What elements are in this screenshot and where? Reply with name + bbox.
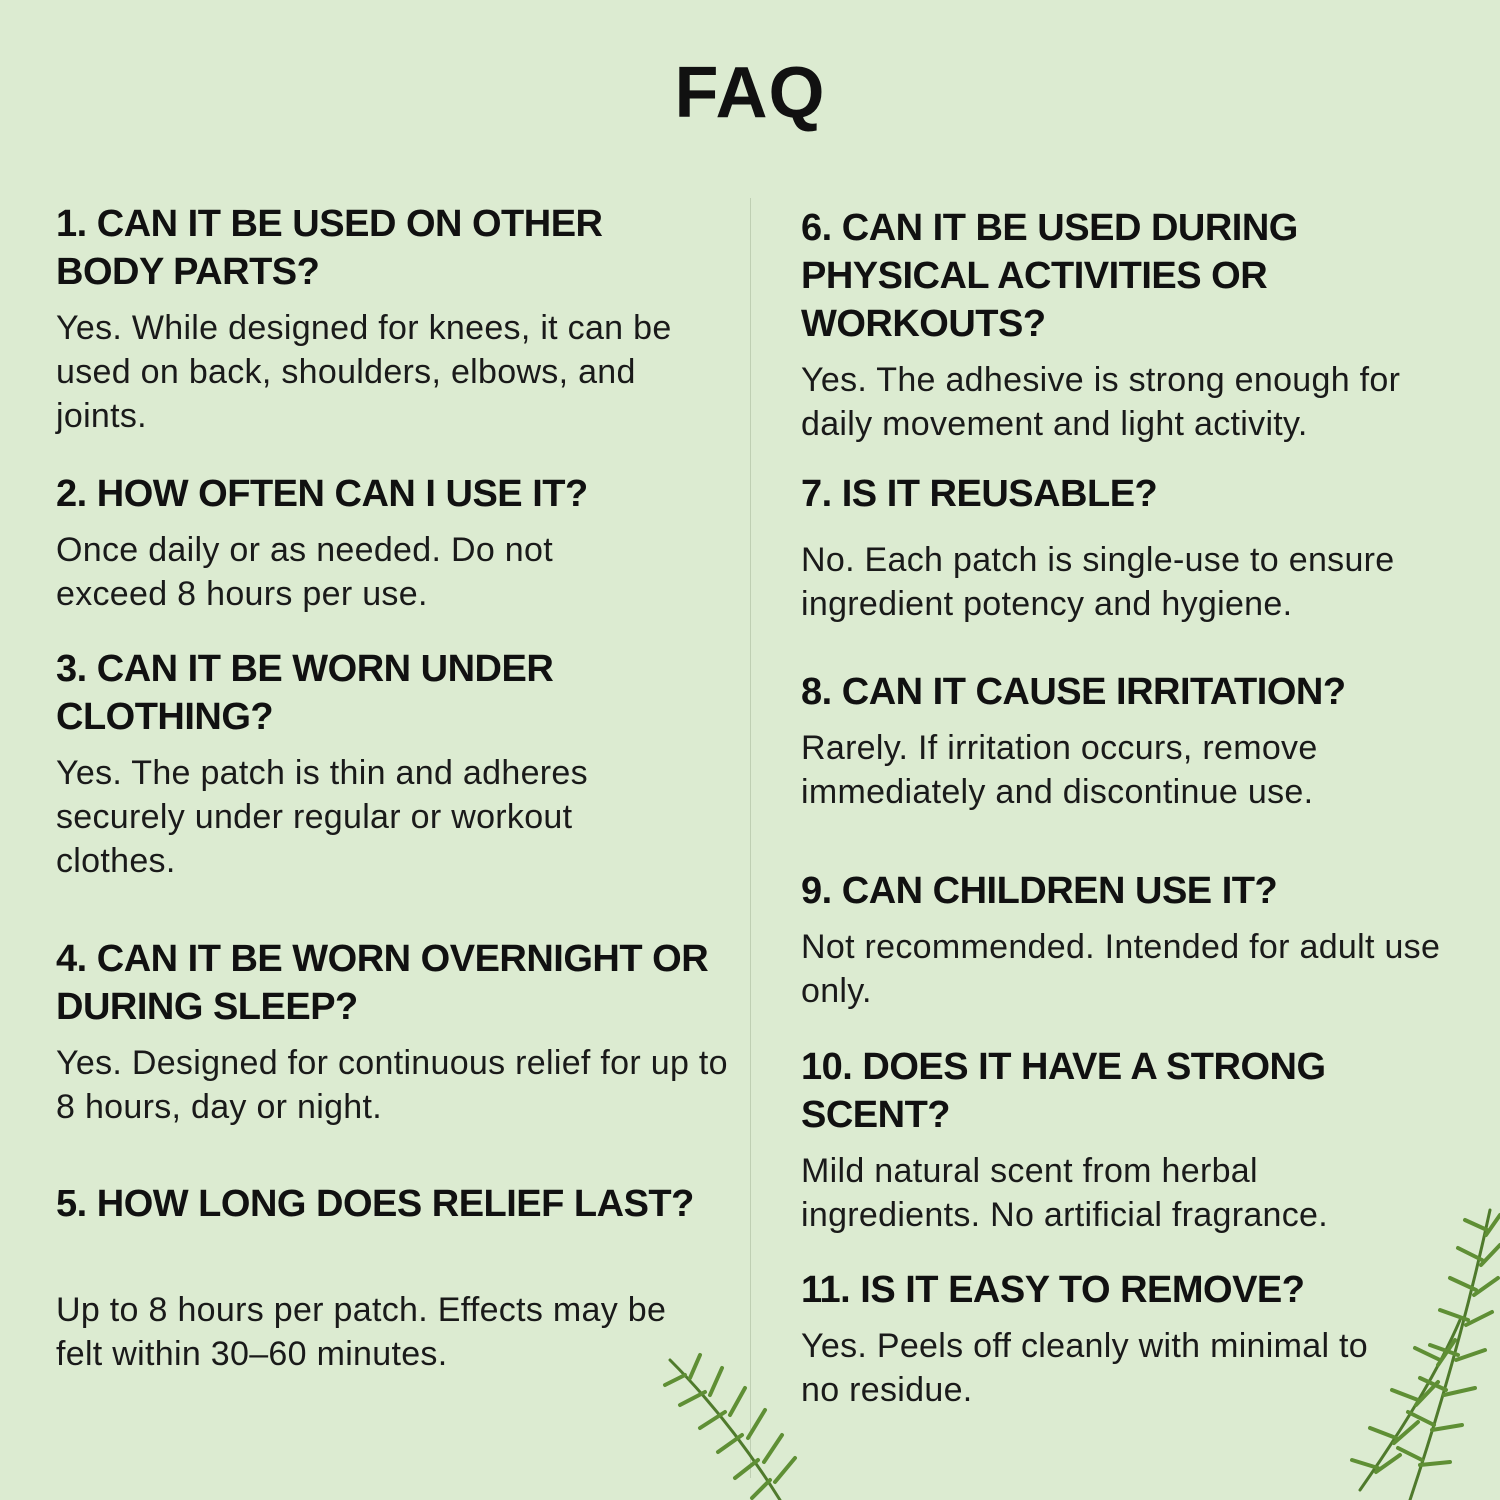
faq-question: 6. CAN IT BE USED DURING PHYSICAL ACTIVITIES OR WORKOUTS?	[801, 207, 1298, 345]
faq-answer: Up to 8 hours per patch. Effects may be felt within 30–60 minutes.	[56, 1291, 667, 1373]
faq-question: 7. IS IT REUSABLE?	[801, 473, 1158, 515]
faq-item-6	[801, 204, 1481, 446]
faq-question: 4. CAN IT BE WORN OVERNIGHT OR DURING SLEEP?	[56, 938, 709, 1028]
faq-question: 3. CAN IT BE WORN UNDER CLOTHING?	[56, 648, 554, 738]
faq-question: 2. HOW OFTEN CAN I USE IT?	[56, 473, 588, 515]
faq-question: 8. CAN IT CAUSE IRRITATION?	[801, 671, 1346, 713]
faq-item-2	[56, 470, 736, 616]
faq-question: 5. HOW LONG DOES RELIEF LAST?	[56, 1183, 694, 1225]
faq-question: 11. IS IT EASY TO REMOVE?	[801, 1269, 1305, 1311]
faq-question: 1. CAN IT BE USED ON OTHER BODY PARTS?	[56, 203, 603, 293]
faq-question: 10. DOES IT HAVE A STRONG SCENT?	[801, 1046, 1326, 1136]
faq-item-9	[801, 867, 1481, 1013]
faq-item-8	[801, 668, 1481, 814]
faq-item-3	[56, 645, 736, 883]
faq-answer: Yes. The adhesive is strong enough for daily movement and light activity.	[801, 361, 1401, 443]
faq-answer: Yes. Designed for continuous relief for up to 8 hours, day or night.	[56, 1044, 728, 1126]
faq-answer: Yes. Peels off cleanly with minimal to no residue.	[801, 1327, 1369, 1409]
faq-item-5	[56, 1180, 736, 1376]
faq-answer: Yes. While designed for knees, it can be used on back, shoulders, elbows, and joints.	[56, 309, 672, 435]
faq-item-10	[801, 1043, 1481, 1237]
faq-answer: Not recommended. Intended for adult use only.	[801, 928, 1441, 1010]
faq-answer: No. Each patch is single-use to ensure ingredient potency and hygiene.	[801, 541, 1395, 623]
faq-item-1	[56, 200, 736, 438]
faq-item-11	[801, 1266, 1481, 1412]
faq-item-7	[801, 470, 1481, 626]
column-divider	[750, 198, 751, 1478]
faq-item-4	[56, 935, 736, 1129]
faq-answer: Mild natural scent from herbal ingredients. No artificial fragrance.	[801, 1152, 1329, 1234]
faq-answer: Rarely. If irritation occurs, remove immediately and discontinue use.	[801, 729, 1318, 811]
page-title: FAQ	[674, 53, 826, 133]
faq-answer: Yes. The patch is thin and adheres securely under regular or workout clothes.	[56, 754, 588, 880]
faq-question: 9. CAN CHILDREN USE IT?	[801, 870, 1278, 912]
faq-answer: Once daily or as needed. Do not exceed 8 hours per use.	[56, 531, 553, 613]
